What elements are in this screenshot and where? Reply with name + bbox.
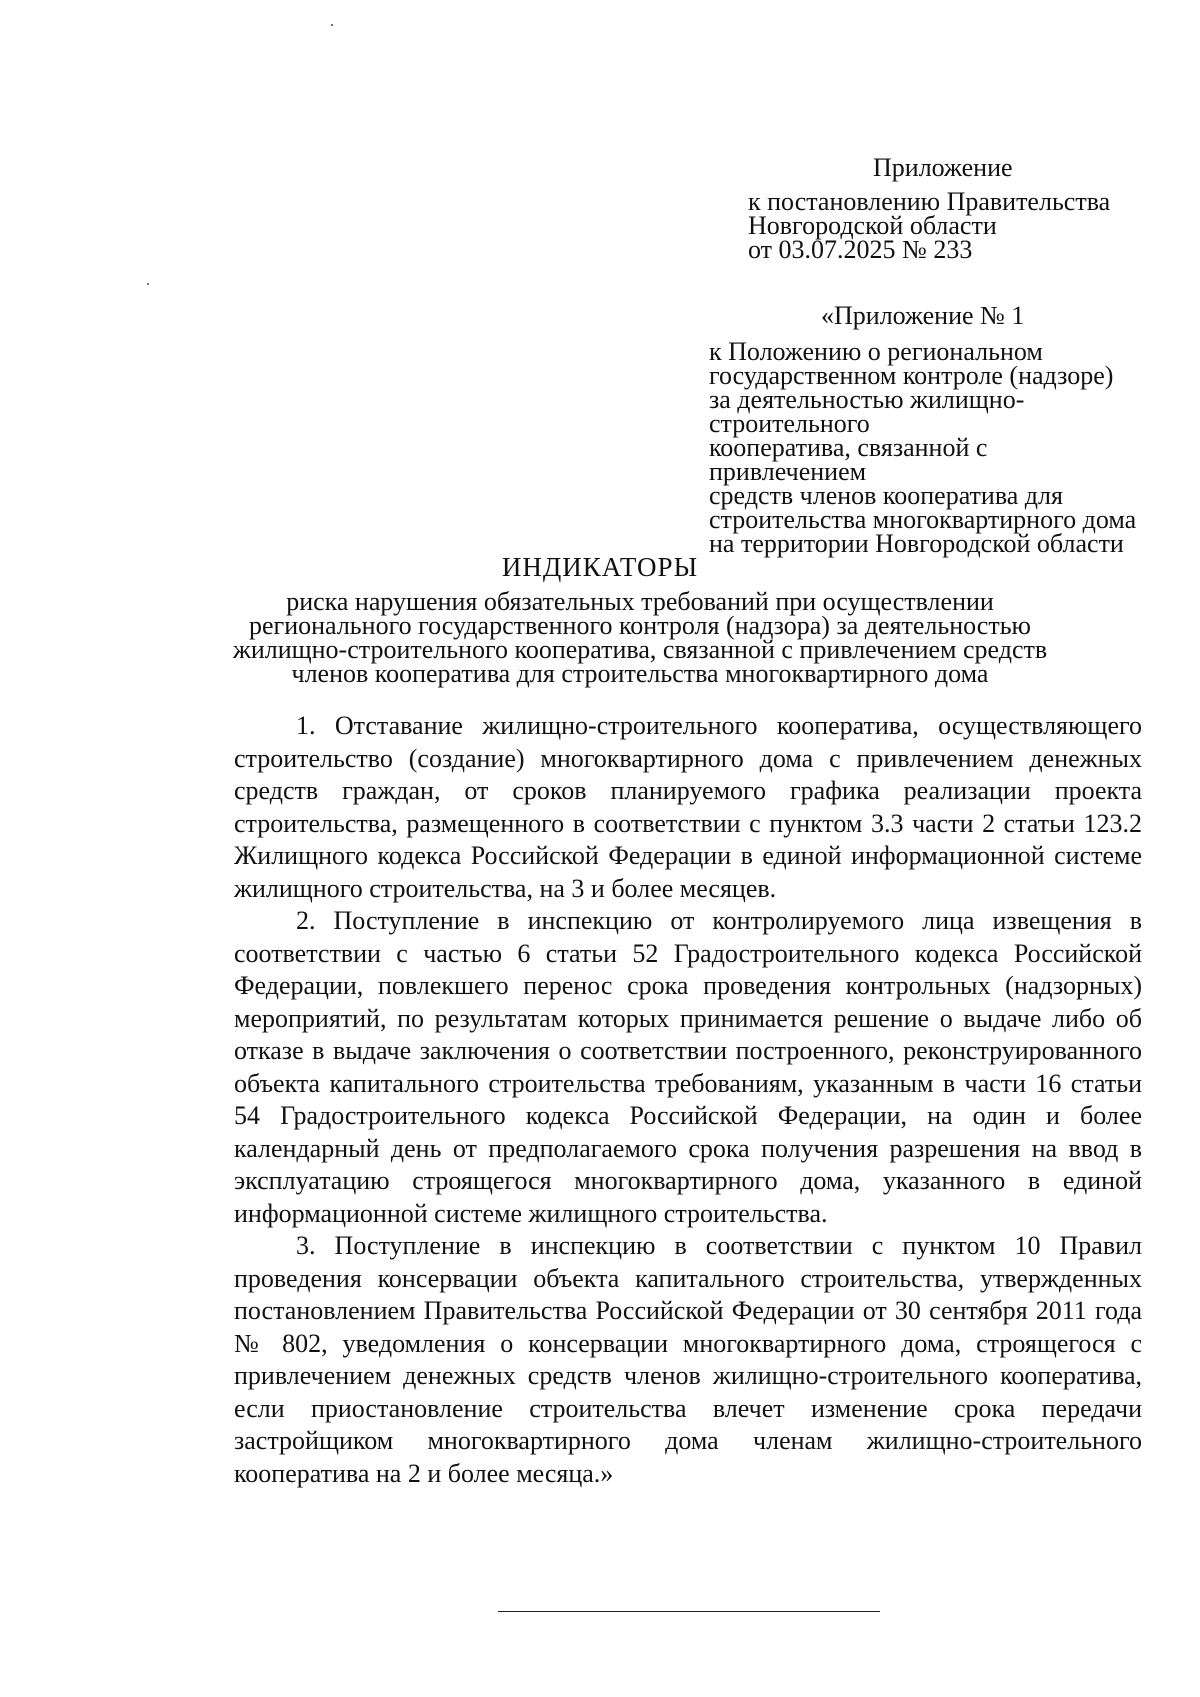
indicator-paragraph-1: 1. Отставание жилищно-строительного кооператива, осуществляющего строительство (создание) многоквартирного дома с привлечением денежных средств граждан, от сроков планируемого графика реализации проекта строительства, размещенного в соответствии с пунктом 3.3 части 2 статьи 123.2 Жилищного кодекса Российской Федерации в единой информационной системе жилищного строительства, на 3 и более месяцев. xyxy=(234,711,1142,903)
inner-annex-title: «Приложение № 1 xyxy=(821,301,1025,330)
closing-rule xyxy=(498,1611,880,1612)
inner-annex-ref-line: средств членов кооператива для xyxy=(709,481,1063,510)
annex-ref-line: Новгородской области xyxy=(748,211,997,240)
inner-annex-ref-line: к Положению о региональном xyxy=(709,337,1043,366)
inner-annex-ref-line: за деятельностью жилищно-строительного xyxy=(709,385,1025,438)
subtitle-line: риска нарушения обязательных требований при осуществлении xyxy=(286,587,994,616)
document-title: ИНДИКАТОРЫ xyxy=(501,552,699,582)
annex-ref-line: к постановлению Правительства xyxy=(748,187,1111,216)
inner-annex-ref-line: строительства многоквартирного дома xyxy=(709,505,1137,534)
scan-speck xyxy=(331,24,333,26)
document-subtitle xyxy=(200,587,1080,688)
inner-annex-ref-line: на территории Новгородской области xyxy=(709,529,1124,558)
indicator-paragraph-2: 2. Поступление в инспекцию от контролируемого лица извещения в соответствии с частью 6 статьи 52 Градостроительного кодекса Российской Федерации, повлекшего перенос срока проведения контрольных (надзорных) мероприятий, по результатам которых принимается решение о выдаче либо об отказе в выдаче заключения о соответствии построенного, реконструированного объекта капитального строительства требованиям, указанным в части 16 статьи 54 Градостроительного кодекса Российской Федерации, на один и более календарный день от предполагаемого срока получения разрешения на ввод в эксплуатацию строящегося многоквартирного дома, указанного в единой информационной системе жилищного строительства. xyxy=(234,906,1142,1228)
inner-annex-reference xyxy=(709,337,1149,558)
indicator-paragraph-3: 3. Поступление в инспекцию в соответствии с пунктом 10 Правил проведения консервации объекта капитального строительства, утвержденных постановлением Правительства Российской Федерации от 30 сентября 2011 года № 802, уведомления о консервации многоквартирного дома, строящегося с привлечением денежных средств членов жилищно-строительного кооператива, если приостановление строительства влечет изменение срока передачи застройщиком многоквартирного дома членам жилищно-строительного кооператива на 2 и более месяца.» xyxy=(234,1231,1142,1488)
scan-speck xyxy=(147,283,149,285)
subtitle-line: жилищно-строительного кооператива, связанной с привлечением средств xyxy=(232,635,1048,664)
annex-ref-line: от 03.07.2025 № 233 xyxy=(748,235,973,264)
annex-reference xyxy=(748,187,1148,264)
inner-annex-ref-line: кооператива, связанной с привлечением xyxy=(709,433,988,486)
inner-annex-ref-line: государственном контроле (надзоре) xyxy=(709,361,1114,390)
subtitle-line: членов кооператива для строительства многоквартирного дома xyxy=(291,659,989,688)
subtitle-line: регионального государственного контроля (надзора) за деятельностью xyxy=(249,611,1031,640)
annex-title: Приложение xyxy=(873,153,1013,182)
document-body xyxy=(234,710,1142,1490)
